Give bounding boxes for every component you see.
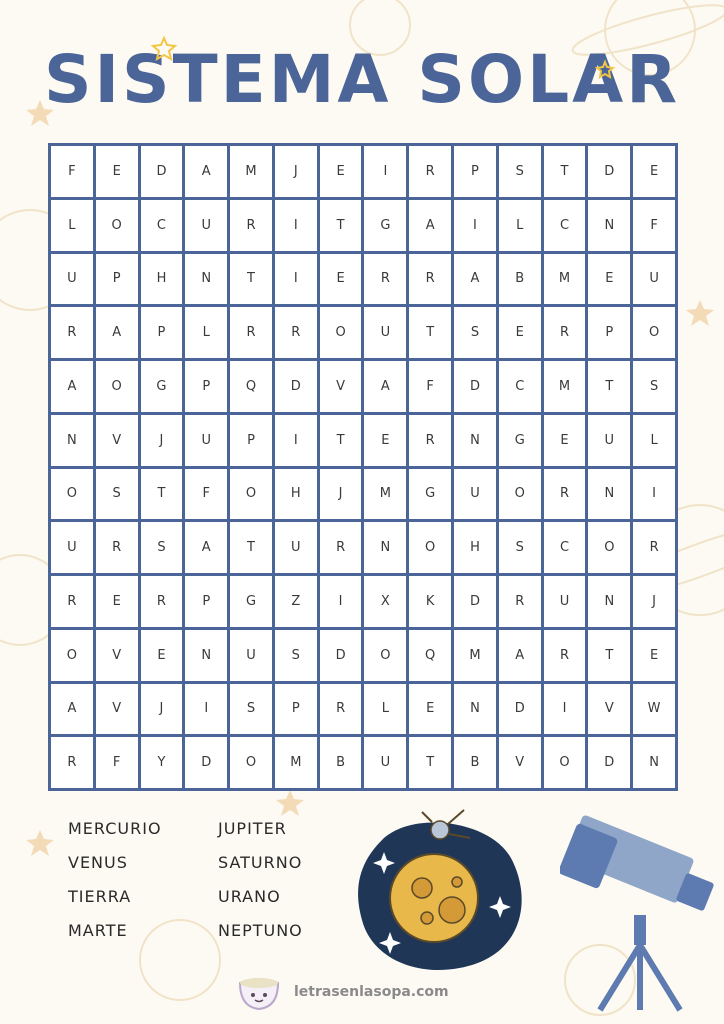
grid-cell[interactable]: V [96,630,138,681]
grid-cell[interactable]: L [364,684,406,735]
grid-cell[interactable]: T [141,469,183,520]
word-item: URANO [218,887,281,906]
grid-cell[interactable]: E [96,146,138,197]
grid-cell[interactable]: P [185,576,227,627]
grid-cell[interactable]: F [96,737,138,788]
grid-cell[interactable]: R [96,522,138,573]
grid-cell[interactable]: B [320,737,362,788]
grid-cell[interactable]: E [320,146,362,197]
grid-cell[interactable]: A [454,254,496,305]
grid-cell[interactable]: V [588,684,630,735]
grid-cell[interactable]: T [320,415,362,466]
grid-cell[interactable]: Q [409,630,451,681]
grid-cell[interactable]: E [499,307,541,358]
grid-cell[interactable]: T [320,200,362,251]
grid-cell[interactable]: J [633,576,675,627]
grid-cell[interactable]: E [588,254,630,305]
grid-cell[interactable]: U [364,307,406,358]
grid-cell[interactable]: R [320,684,362,735]
grid-cell[interactable]: H [454,522,496,573]
grid-cell[interactable]: L [499,200,541,251]
grid-cell[interactable]: N [454,684,496,735]
grid-cell[interactable]: G [499,415,541,466]
grid-cell[interactable]: N [588,469,630,520]
grid-cell[interactable]: I [544,684,586,735]
word-item: VENUS [68,853,128,872]
grid-cell[interactable]: O [96,361,138,412]
grid-cell[interactable]: U [544,576,586,627]
grid-cell[interactable]: N [454,415,496,466]
grid-cell[interactable]: H [141,254,183,305]
grid-cell[interactable]: B [454,737,496,788]
grid-cell[interactable]: J [275,146,317,197]
grid-cell[interactable]: O [633,307,675,358]
grid-cell[interactable]: A [185,522,227,573]
grid-cell[interactable]: O [364,630,406,681]
grid-cell[interactable]: D [588,146,630,197]
grid-cell[interactable]: U [454,469,496,520]
grid-cell[interactable]: P [185,361,227,412]
grid-cell[interactable]: D [454,576,496,627]
grid-cell[interactable]: V [96,415,138,466]
grid-cell[interactable]: G [230,576,272,627]
grid-cell[interactable]: I [275,415,317,466]
grid-cell[interactable]: M [364,469,406,520]
grid-cell[interactable]: I [633,469,675,520]
grid-cell[interactable]: U [588,415,630,466]
grid-cell[interactable]: R [51,576,93,627]
grid-cell[interactable]: A [364,361,406,412]
footer [236,972,476,1012]
grid-cell[interactable]: R [544,307,586,358]
grid-cell[interactable]: C [499,361,541,412]
word-item: SATURNO [218,853,303,872]
grid-cell[interactable]: K [409,576,451,627]
grid-cell[interactable]: F [185,469,227,520]
grid-cell[interactable]: A [185,146,227,197]
grid-cell[interactable]: R [275,307,317,358]
grid-cell[interactable]: O [51,469,93,520]
word-item: JUPITER [218,819,287,838]
grid-cell[interactable]: S [141,522,183,573]
grid-cell[interactable]: H [275,469,317,520]
grid-cell[interactable]: E [320,254,362,305]
grid-cell[interactable]: P [141,307,183,358]
grid-cell[interactable]: U [51,254,93,305]
grid-cell[interactable]: T [230,522,272,573]
grid-cell[interactable]: R [141,576,183,627]
grid-cell[interactable]: O [499,469,541,520]
grid-cell[interactable]: R [409,415,451,466]
grid-cell[interactable]: A [499,630,541,681]
grid-cell[interactable]: U [364,737,406,788]
grid-cell[interactable]: R [499,576,541,627]
grid-cell[interactable]: F [51,146,93,197]
grid-cell[interactable]: A [96,307,138,358]
grid-cell[interactable]: R [544,630,586,681]
grid-cell[interactable]: O [588,522,630,573]
grid-cell[interactable]: A [51,684,93,735]
grid-cell[interactable]: E [364,415,406,466]
grid-cell[interactable]: I [275,254,317,305]
grid-cell[interactable]: N [51,415,93,466]
grid-cell[interactable]: U [185,415,227,466]
grid-cell[interactable]: O [51,630,93,681]
grid-cell[interactable]: P [275,684,317,735]
grid-cell[interactable]: S [275,630,317,681]
grid-cell[interactable]: R [544,469,586,520]
grid-cell[interactable]: L [185,307,227,358]
grid-cell[interactable]: D [320,630,362,681]
grid-cell[interactable]: U [185,200,227,251]
word-search-grid [48,143,678,791]
grid-cell[interactable]: U [51,522,93,573]
grid-cell[interactable]: D [588,737,630,788]
grid-cell[interactable]: L [51,200,93,251]
grid-cell[interactable]: R [409,254,451,305]
word-item: TIERRA [68,887,132,906]
word-item: NEPTUNO [218,921,303,940]
grid-cell[interactable]: S [499,146,541,197]
grid-cell[interactable]: D [454,361,496,412]
grid-cell[interactable]: E [633,146,675,197]
planet-illustration [352,800,532,980]
grid-cell[interactable]: R [409,146,451,197]
grid-cell[interactable]: M [454,630,496,681]
grid-cell[interactable]: O [96,200,138,251]
grid-cell[interactable]: A [409,200,451,251]
grid-cell[interactable]: E [141,630,183,681]
grid-cell[interactable]: T [409,737,451,788]
grid-cell[interactable]: Z [275,576,317,627]
grid-cell[interactable]: O [409,522,451,573]
grid-cell[interactable]: O [230,469,272,520]
grid-cell[interactable]: V [96,684,138,735]
grid-cell[interactable]: N [633,737,675,788]
grid-cell[interactable]: V [499,737,541,788]
grid-cell[interactable]: N [185,254,227,305]
telescope-illustration [560,815,724,1015]
grid-cell[interactable]: E [544,415,586,466]
grid-cell[interactable]: P [454,146,496,197]
grid-cell[interactable]: J [141,415,183,466]
grid-cell[interactable]: F [409,361,451,412]
grid-cell[interactable]: U [275,522,317,573]
grid-cell[interactable]: S [230,684,272,735]
grid-cell[interactable]: N [185,630,227,681]
grid-cell[interactable]: V [320,361,362,412]
grid-cell[interactable]: O [230,737,272,788]
grid-cell[interactable]: C [544,200,586,251]
grid-cell[interactable]: G [364,200,406,251]
grid-cell[interactable]: N [588,200,630,251]
grid-cell[interactable]: D [275,361,317,412]
grid-cell[interactable]: U [230,630,272,681]
footer-site-link[interactable]: letrasenlasopa.com [294,984,449,1000]
grid-cell[interactable]: Q [230,361,272,412]
grid-cell[interactable]: S [96,469,138,520]
grid-cell[interactable]: A [51,361,93,412]
grid-cell[interactable]: T [230,254,272,305]
grid-cell[interactable]: T [588,630,630,681]
grid-cell[interactable]: T [588,361,630,412]
grid-cell[interactable]: R [633,522,675,573]
grid-cell[interactable]: J [141,684,183,735]
grid-cell[interactable]: S [454,307,496,358]
grid-cell[interactable]: U [633,254,675,305]
grid-cell[interactable]: E [633,630,675,681]
grid-cell[interactable]: C [141,200,183,251]
grid-cell[interactable]: C [544,522,586,573]
grid-cell[interactable]: F [633,200,675,251]
grid-cell[interactable]: X [364,576,406,627]
grid-cell[interactable]: N [588,576,630,627]
grid-cell[interactable]: G [409,469,451,520]
grid-cell[interactable]: D [185,737,227,788]
grid-cell[interactable]: D [141,146,183,197]
grid-cell[interactable]: R [320,522,362,573]
grid-cell[interactable]: R [364,254,406,305]
grid-cell[interactable]: I [320,576,362,627]
grid-cell[interactable]: R [230,307,272,358]
grid-cell[interactable]: R [51,737,93,788]
grid-cell[interactable]: S [499,522,541,573]
grid-cell[interactable]: P [588,307,630,358]
word-list [68,818,368,942]
grid-cell[interactable]: O [544,737,586,788]
bowl-logo-icon [236,973,282,1011]
grid-cell[interactable]: G [141,361,183,412]
word-item: MERCURIO [68,819,162,838]
grid-cell[interactable]: I [364,146,406,197]
grid-cell[interactable]: R [51,307,93,358]
grid-cell[interactable]: N [364,522,406,573]
grid-cell[interactable]: I [454,200,496,251]
grid-cell[interactable]: M [230,146,272,197]
grid-cell[interactable]: E [96,576,138,627]
grid-cell[interactable]: M [544,254,586,305]
grid-cell[interactable]: S [633,361,675,412]
grid-cell[interactable]: L [633,415,675,466]
grid-cell[interactable]: O [320,307,362,358]
grid-cell[interactable]: J [320,469,362,520]
grid-cell[interactable]: T [544,146,586,197]
grid-cell[interactable]: E [409,684,451,735]
grid-cell[interactable]: M [275,737,317,788]
grid-cell[interactable]: I [275,200,317,251]
grid-cell[interactable]: P [96,254,138,305]
grid-cell[interactable]: M [544,361,586,412]
grid-cell[interactable]: R [230,200,272,251]
grid-cell[interactable]: Y [141,737,183,788]
grid-cell[interactable]: B [499,254,541,305]
title-star-icons [0,0,724,130]
grid-cell[interactable]: W [633,684,675,735]
grid-cell[interactable]: I [185,684,227,735]
grid-cell[interactable]: T [409,307,451,358]
grid-cell[interactable]: D [499,684,541,735]
grid-cell[interactable]: P [230,415,272,466]
page-title: SISTEMA SOLAR [43,41,681,118]
word-item: MARTE [68,921,128,940]
